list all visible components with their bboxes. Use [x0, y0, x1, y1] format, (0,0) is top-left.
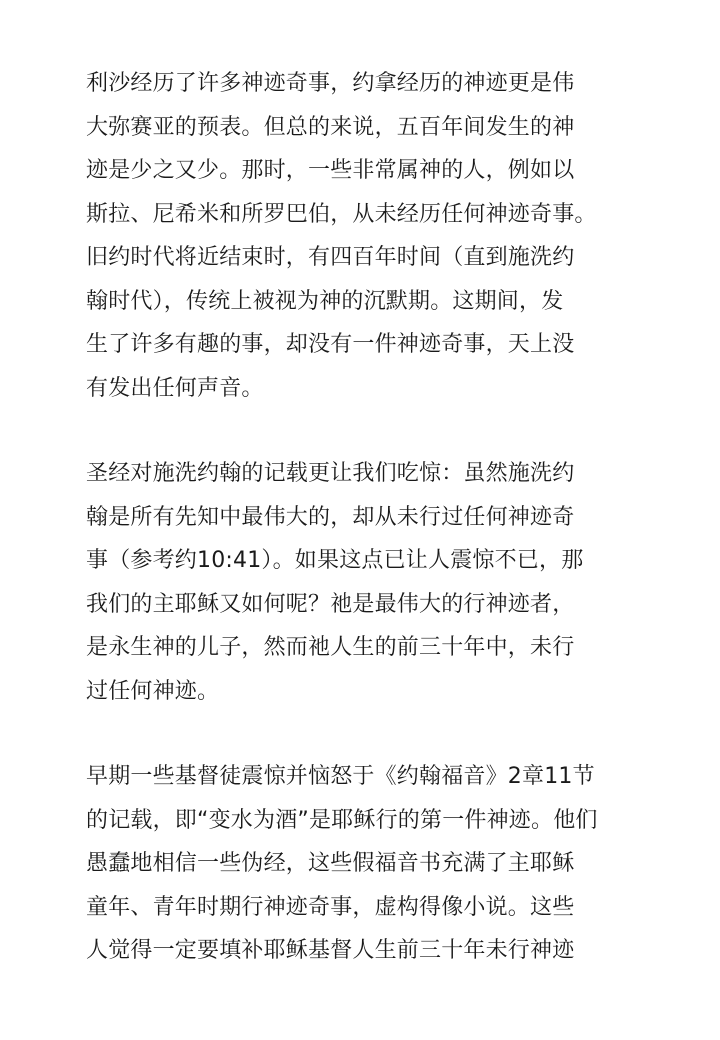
text-line: 事（参考约10:41）。如果这点已让人震惊不已，那: [86, 548, 584, 573]
text-line: 是永生神的儿子，然而祂人生的前三十年中，未行: [86, 635, 575, 660]
text-line: 旧约时代将近结束时，有四百年时间（直到施洗约: [86, 245, 575, 270]
text-line: 的记载，即“变水为酒”是耶稣行的第一件神迹。他们: [86, 807, 598, 833]
text-line: 翰是所有先知中最伟大的，却从未行过任何神迹奇: [86, 504, 575, 530]
text-line: 人觉得一定要填补耶稣基督人生前三十年未行神迹: [86, 938, 575, 963]
text-line: 迹是少之又少。那时，一些非常属神的人，例如以: [86, 158, 575, 183]
text-line: 过任何神迹。: [86, 678, 220, 704]
text-line: 童年、青年时期行神迹奇事，虚构得像小说。这些: [86, 894, 575, 920]
document-page: [86, 62, 646, 1015]
text-line: 利沙经历了许多神迹奇事，约拿经历的神迹更是伟: [86, 71, 575, 96]
text-line: 我们的主耶稣又如何呢？祂是最伟大的行神迹者，: [86, 591, 575, 617]
text-line: 生了许多有趣的事，却没有一件神迹奇事，天上没: [86, 332, 575, 357]
paragraph-1: [86, 62, 646, 410]
text-line: 大弥赛亚的预表。但总的来说，五百年间发生的神: [86, 114, 575, 140]
text-line: 有发出任何声音。: [86, 375, 264, 401]
text-line: 早期一些基督徒震惊并恼怒于《约翰福音》2章11节: [86, 764, 595, 789]
text-line: 翰时代），传统上被视为神的沉默期。这期间，发: [86, 288, 564, 314]
text-line: 斯拉、尼希米和所罗巴伯，从未经历任何神迹奇事。: [86, 201, 597, 227]
text-line: 圣经对施洗约翰的记载更让我们吃惊：虽然施洗约: [86, 461, 575, 486]
paragraph-3: [86, 755, 646, 973]
text-line: 愚蠢地相信一些伪经，这些假福音书充满了主耶稣: [86, 851, 575, 876]
paragraph-2: [86, 452, 646, 713]
